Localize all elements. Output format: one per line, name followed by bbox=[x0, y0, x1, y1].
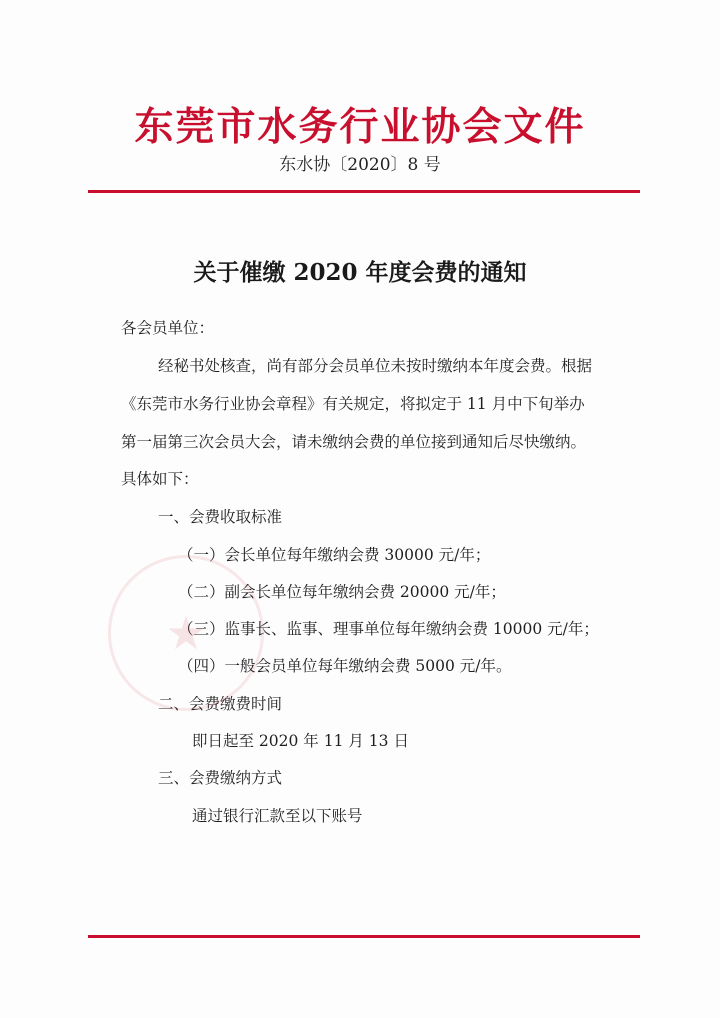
section-heading: 一、会费收取标准 bbox=[158, 508, 283, 526]
body-line: 经秘书处核查，尚有部分会员单位未按时缴纳本年度会费。根据 bbox=[158, 357, 593, 375]
fee-item: （一）会长单位每年缴纳会费 30000 元/年； bbox=[178, 546, 491, 564]
document-number: 东水协〔2020〕8 号 bbox=[279, 155, 441, 175]
footer-divider bbox=[88, 935, 640, 938]
header-divider bbox=[88, 190, 640, 193]
section-content: 即日起至 2020 年 11 月 13 日 bbox=[192, 732, 409, 750]
section-content: 通过银行汇款至以下账号 bbox=[192, 807, 363, 825]
salutation: 各会员单位： bbox=[121, 319, 215, 337]
notice-title: 关于催缴 2020 年度会费的通知 bbox=[193, 259, 527, 286]
org-header-title: 东莞市水务行业协会文件 bbox=[134, 104, 586, 150]
faded-seal-stamp bbox=[108, 555, 264, 711]
body-line: 具体如下： bbox=[121, 470, 199, 488]
body-line: 第一届第三次会员大会，请未缴纳会费的单位接到通知后尽快缴纳。 bbox=[121, 433, 587, 451]
body-line: 《东莞市水务行业协会章程》有关规定，将拟定于 11 月中下旬举办 bbox=[121, 395, 585, 413]
fee-item: （二）副会长单位每年缴纳会费 20000 元/年； bbox=[178, 583, 506, 601]
section-heading: 二、会费缴费时间 bbox=[158, 695, 283, 713]
fee-item: （四）一般会员单位每年缴纳会费 5000 元/年。 bbox=[178, 657, 512, 675]
fee-item: （三）监事长、监事、理事单位每年缴纳会费 10000 元/年； bbox=[178, 620, 599, 638]
star-icon: ★ bbox=[165, 606, 207, 660]
section-heading: 三、会费缴纳方式 bbox=[158, 769, 283, 787]
